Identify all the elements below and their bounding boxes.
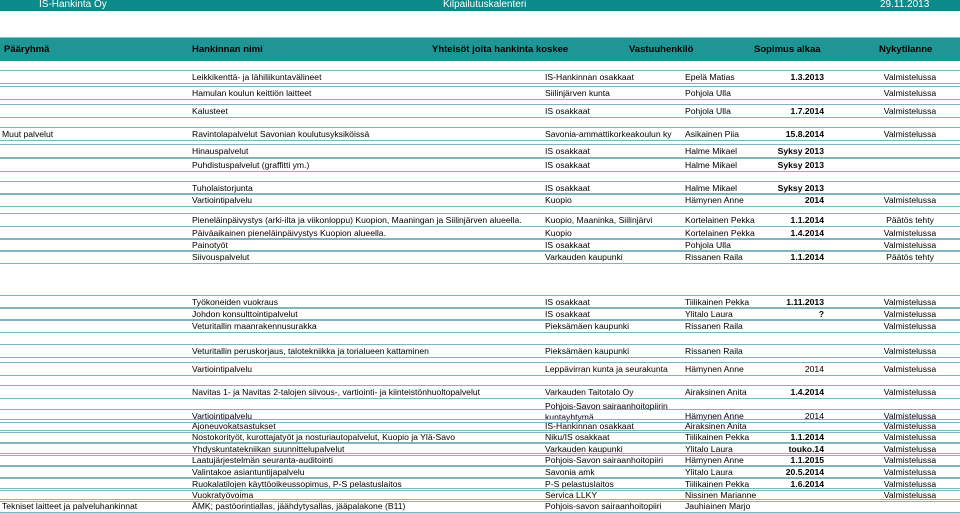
cell-entity: Varkauden kaupunki	[545, 444, 623, 454]
header-owner: Vastuuhenkilö	[629, 44, 694, 55]
cell-name: Hamulan koulun keittiön laitteet	[192, 88, 312, 98]
cell-entity: Servica LLKY	[545, 490, 598, 500]
cell-status: Valmistelussa	[883, 490, 937, 500]
cell-entity: IS osakkaat	[545, 146, 590, 156]
cell-name: Vartiointipalvelu	[192, 195, 253, 205]
cell-status: Valmistelussa	[883, 309, 937, 319]
cell-name: Laatujärjestelmän seuranta-auditointi	[192, 455, 333, 465]
table-row	[0, 86, 960, 100]
cell-status: Päätös tehty	[886, 215, 934, 225]
cell-owner: Halme Mikael	[685, 160, 738, 170]
cell-owner: Kortelainen Pekka	[685, 215, 755, 225]
table-row	[0, 144, 960, 158]
cell-name: ÄMK; pastöorintiallas, jäähdytysallas, jääpalakone (B11)	[192, 501, 406, 511]
cell-name: Johdon konsulttointipalvelut	[192, 309, 298, 319]
cell-entity: IS osakkaat	[545, 240, 590, 250]
table-row	[0, 70, 960, 84]
cell-status: Valmistelussa	[883, 455, 937, 465]
cell-entity: P-S pelastuslaitos	[545, 479, 614, 489]
table-row	[0, 104, 960, 118]
cell-name: Veturitallin peruskorjaus, talotekniikka ja torialueen kattaminen	[192, 346, 429, 356]
cell-contract-start: 15.8.2014	[785, 129, 824, 139]
cell-entity: Pohjois-Savon sairaanhoitopiiri	[545, 455, 663, 465]
cell-name: Vartiointipalvelu	[192, 411, 253, 421]
cell-owner: Epelä Matias	[685, 72, 735, 82]
table-row	[0, 344, 960, 358]
cell-name: Painotyöt	[192, 240, 228, 250]
cell-status: Valmistelussa	[883, 387, 937, 397]
cell-contract-start: 1.4.2014	[790, 228, 824, 238]
cell-name: Hinauspalvelut	[192, 146, 249, 156]
cell-contract-start: 1.1.2014	[790, 215, 824, 225]
table-row	[0, 319, 960, 333]
cell-owner: Jauhiainen Marjo	[685, 501, 751, 511]
cell-entity: Varkauden kaupunki	[545, 252, 623, 262]
cell-entity: Pieksämäen kaupunki	[545, 346, 630, 356]
cell-owner: Hämynen Anne	[685, 411, 744, 421]
cell-contract-start: 2014	[804, 364, 824, 374]
cell-entity: Niku/IS osakkaat	[545, 432, 610, 442]
cell-status: Valmistelussa	[883, 88, 937, 98]
cell-entity: IS osakkaat	[545, 309, 590, 319]
cell-name: Valintakoe asiantuntijapalvelu	[192, 467, 305, 477]
document-title: Kilpailutuskalenteri	[443, 0, 527, 10]
cell-contract-start: 20.5.2014	[785, 467, 824, 477]
cell-main-group: Tekniset laitteet ja palveluhankinnat	[2, 501, 138, 511]
cell-entity: Pohjois-Savon sairaanhoitopiirin kuntayhtymä	[545, 401, 668, 422]
cell-name: Päiväaikainen pieneläinpäivystys Kuopion alueella.	[192, 228, 386, 238]
cell-contract-start: 1.1.2015	[790, 455, 824, 465]
cell-contract-start: touko.14	[788, 444, 824, 454]
top-bar	[0, 0, 960, 11]
cell-entity: IS-Hankinnan osakkaat	[545, 72, 634, 82]
table-row	[0, 127, 960, 141]
cell-contract-start: Syksy 2013	[777, 183, 824, 193]
cell-name: Työkoneiden vuokraus	[192, 297, 278, 307]
cell-owner: Ylitalo Laura	[685, 309, 733, 319]
document-date: 29.11.2013	[880, 0, 930, 10]
cell-entity: Savonia amk	[545, 467, 595, 477]
cell-owner: Tiilikainen Pekka	[685, 479, 750, 489]
cell-main-group: Muut palvelut	[2, 129, 54, 139]
cell-owner: Airaksinen Anita	[685, 387, 747, 397]
cell-contract-start: 2014	[804, 411, 824, 421]
organization-name: IS-Hankinta Oy	[39, 0, 107, 10]
cell-name: Yhdyskuntatekniikan suunnittelupalvelut	[192, 444, 345, 454]
cell-owner: Asikainen Piia	[685, 129, 739, 139]
header-status: Nykytilanne	[879, 44, 933, 55]
cell-contract-start: Syksy 2013	[777, 146, 824, 156]
cell-name: Tuholaistorjunta	[192, 183, 253, 193]
cell-owner: Hämynen Anne	[685, 364, 744, 374]
cell-owner: Pohjola Ulla	[685, 240, 731, 250]
cell-owner: Halme Mikael	[685, 146, 738, 156]
cell-entity: IS-Hankinnan osakkaat	[545, 421, 634, 431]
cell-name: Nostokorityöt, kurottajatyöt ja nosturiautopalvelut, Kuopio ja Ylä-Savo	[192, 432, 456, 442]
header-entities: Yhteisöt joita hankinta koskee	[432, 44, 569, 55]
cell-name: Ravintolapalvelut Savonian koulutusyksiköissä	[192, 129, 370, 139]
cell-name: Leikkikenttä- ja lähiliikuntavälineet	[192, 72, 322, 82]
cell-entity: Leppävirran kunta ja seurakunta	[545, 364, 668, 374]
cell-entity: Pieksämäen kaupunki	[545, 321, 630, 331]
cell-entity: Kuopio	[545, 228, 572, 238]
cell-entity: Pohjois-savon sairaanhoitopiiri	[545, 501, 662, 511]
cell-status: Valmistelussa	[883, 421, 937, 431]
cell-entity: IS osakkaat	[545, 297, 590, 307]
cell-name: Vartiointipalvelu	[192, 364, 253, 374]
cell-name: Ajoneuvokatsastukset	[192, 421, 276, 431]
cell-status: Valmistelussa	[883, 467, 937, 477]
cell-owner: Hämynen Anne	[685, 195, 744, 205]
cell-status: Valmistelussa	[883, 432, 937, 442]
cell-owner: Ylitalo Laura	[685, 444, 733, 454]
cell-owner: Tiilikainen Pekka	[685, 297, 750, 307]
cell-entity: Kuopio	[545, 195, 572, 205]
cell-name: Vuokratyövoima	[192, 490, 254, 500]
cell-contract-start: Syksy 2013	[777, 160, 824, 170]
cell-status: Valmistelussa	[883, 240, 937, 250]
cell-owner: Ylitalo Laura	[685, 467, 733, 477]
cell-contract-start: 1.1.2014	[790, 432, 824, 442]
table-row	[0, 499, 960, 513]
cell-name: Kalusteet	[192, 106, 228, 116]
table-row	[0, 362, 960, 376]
cell-status: Valmistelussa	[883, 411, 937, 421]
cell-status: Valmistelussa	[883, 346, 937, 356]
cell-status: Valmistelussa	[883, 321, 937, 331]
cell-status: Valmistelussa	[883, 195, 937, 205]
table-row	[0, 250, 960, 264]
cell-owner: Pohjola Ulla	[685, 106, 731, 116]
cell-entity: Savonia-ammattikorkeakoulun ky	[545, 129, 672, 139]
cell-status: Valmistelussa	[883, 106, 937, 116]
header-name: Hankinnan nimi	[192, 44, 263, 55]
cell-entity: IS osakkaat	[545, 160, 590, 170]
cell-status: Valmistelussa	[883, 364, 937, 374]
table-row	[0, 213, 960, 227]
cell-contract-start: 1.7.2014	[790, 106, 824, 116]
cell-status: Päätös tehty	[886, 252, 934, 262]
cell-entity: Siilinjärven kunta	[545, 88, 610, 98]
cell-status: Valmistelussa	[883, 129, 937, 139]
cell-status: Valmistelussa	[883, 479, 937, 489]
cell-name: Pieneläinpäivystys (arki-ilta ja viikonloppu) Kuopion, Maaningan ja Siilinjärven alueella.	[192, 215, 522, 225]
cell-owner: Kortelainen Pekka	[685, 228, 755, 238]
cell-contract-start: 1.1.2014	[790, 252, 824, 262]
cell-owner: Nissinen Marianne	[685, 490, 757, 500]
cell-owner: Pohjola Ulla	[685, 88, 731, 98]
cell-entity: IS osakkaat	[545, 106, 590, 116]
cell-owner: Rissanen Raila	[685, 321, 743, 331]
cell-name: Navitas 1- ja Navitas 2-talojen siivous-, vartiointi- ja kiinteistönhuoltopalvelut	[192, 387, 481, 397]
header-contract-start: Sopimus alkaa	[754, 44, 821, 55]
table-row	[0, 385, 960, 399]
cell-owner: Airaksinen Anita	[685, 421, 747, 431]
table-row	[0, 158, 960, 172]
cell-name: Puhdistuspalvelut (graffitti ym.)	[192, 160, 310, 170]
cell-contract-start: 2014	[804, 195, 824, 205]
table-header	[0, 37, 960, 61]
cell-contract-start: ?	[818, 309, 824, 319]
cell-status: Valmistelussa	[883, 297, 937, 307]
cell-entity: Varkauden Taitotalo Oy	[545, 387, 634, 397]
cell-contract-start: 1.6.2014	[790, 479, 824, 489]
cell-status: Valmistelussa	[883, 444, 937, 454]
header-main-group: Pääryhmä	[4, 44, 50, 55]
cell-contract-start: 1.4.2014	[790, 387, 824, 397]
cell-owner: Rissanen Raila	[685, 346, 743, 356]
cell-status: Valmistelussa	[883, 72, 937, 82]
cell-status: Valmistelussa	[883, 228, 937, 238]
table-row	[0, 193, 960, 207]
cell-name: Veturitallin maanrakennusurakka	[192, 321, 317, 331]
cell-owner: Hämynen Anne	[685, 455, 744, 465]
cell-owner: Tiilikainen Pekka	[685, 432, 750, 442]
cell-owner: Rissanen Raila	[685, 252, 743, 262]
cell-contract-start: 1.3.2013	[790, 72, 824, 82]
cell-name: Siivouspalvelut	[192, 252, 250, 262]
cell-owner: Halme Mikael	[685, 183, 738, 193]
cell-entity: Kuopio, Maaninka, Siilinjärvi	[545, 215, 653, 225]
cell-name: Ruokalatilojen käyttöoikeussopimus, P-S pelastuslaitos	[192, 479, 402, 489]
cell-contract-start: 1.11.2013	[786, 297, 824, 307]
cell-entity: IS osakkaat	[545, 183, 590, 193]
